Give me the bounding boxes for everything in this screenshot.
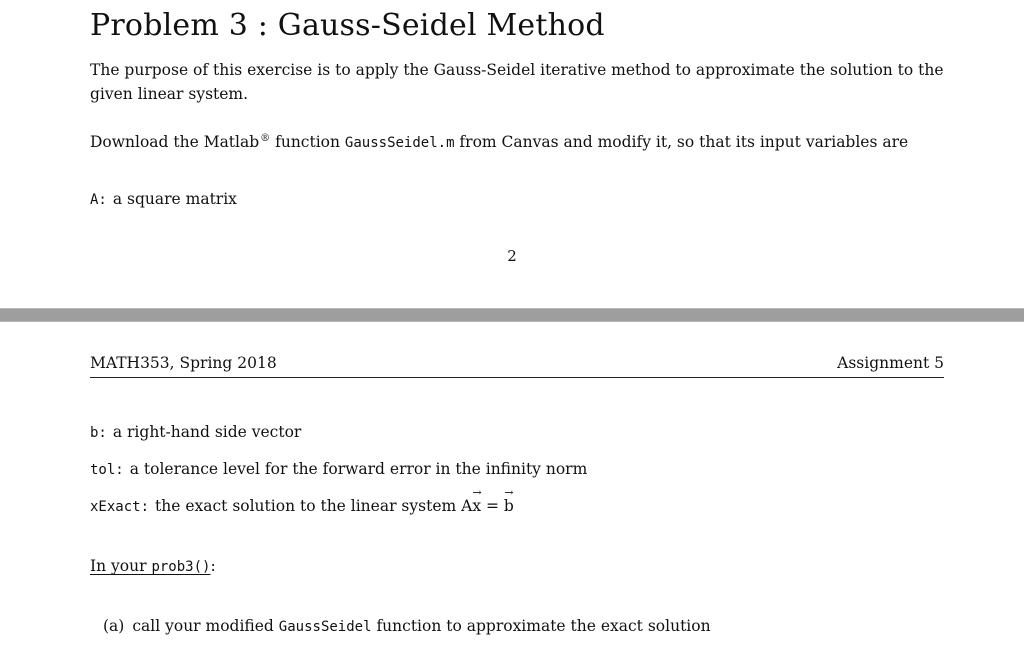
header-rule <box>90 377 944 378</box>
code-filename: GaussSeidel.m <box>344 135 455 152</box>
running-header-course: MATH353, Spring 2018 <box>90 354 277 372</box>
input-var-A <box>90 190 237 208</box>
page-number: 2 <box>507 247 517 265</box>
download-text: Download the Matlab <box>90 133 260 152</box>
function-name: GaussSeidel <box>278 619 372 635</box>
page-break-divider <box>0 308 1024 322</box>
vector-arrow: → <box>504 486 514 499</box>
var-desc: a square matrix <box>112 190 237 208</box>
input-var-b <box>90 423 301 441</box>
var-key: tol: <box>90 462 124 478</box>
in-your-colon: : <box>210 557 216 575</box>
input-var-tol <box>90 460 587 478</box>
item-text: call your modified <box>132 617 279 635</box>
function-name: prob3() <box>151 559 211 575</box>
download-paragraph <box>90 127 950 155</box>
list-item-a <box>103 617 711 635</box>
problem-title: Problem 3 : Gauss-Seidel Method <box>90 8 605 43</box>
equals-sign: = <box>481 497 504 515</box>
var-key: xExact: <box>90 499 150 515</box>
download-text-2: function <box>270 133 345 152</box>
var-key: A: <box>90 192 107 208</box>
vector-x: → x <box>472 486 482 515</box>
running-header-assignment: Assignment 5 <box>837 354 944 372</box>
var-key: b: <box>90 425 107 441</box>
var-desc: the exact solution to the linear system A <box>155 497 473 515</box>
registered-mark: ® <box>260 133 271 144</box>
purpose-paragraph: The purpose of this exercise is to apply the Gauss-Seidel iterative method to approximate the solution to the given linear system. <box>90 61 944 103</box>
in-your-heading <box>90 557 216 575</box>
var-desc: a right-hand side vector <box>112 423 302 441</box>
download-text-3: from Canvas and modify it, so that its input variables are <box>454 133 909 152</box>
item-label: (a) <box>103 617 125 635</box>
in-your-underlined: In your prob3() <box>90 557 211 575</box>
var-desc: a tolerance level for the forward error in the infinity norm <box>129 460 588 478</box>
vector-arrow: → <box>472 486 482 499</box>
vector-b: → b <box>503 486 514 515</box>
input-var-xexact <box>90 486 514 515</box>
item-text-2: function to approximate the exact solution <box>371 617 711 635</box>
